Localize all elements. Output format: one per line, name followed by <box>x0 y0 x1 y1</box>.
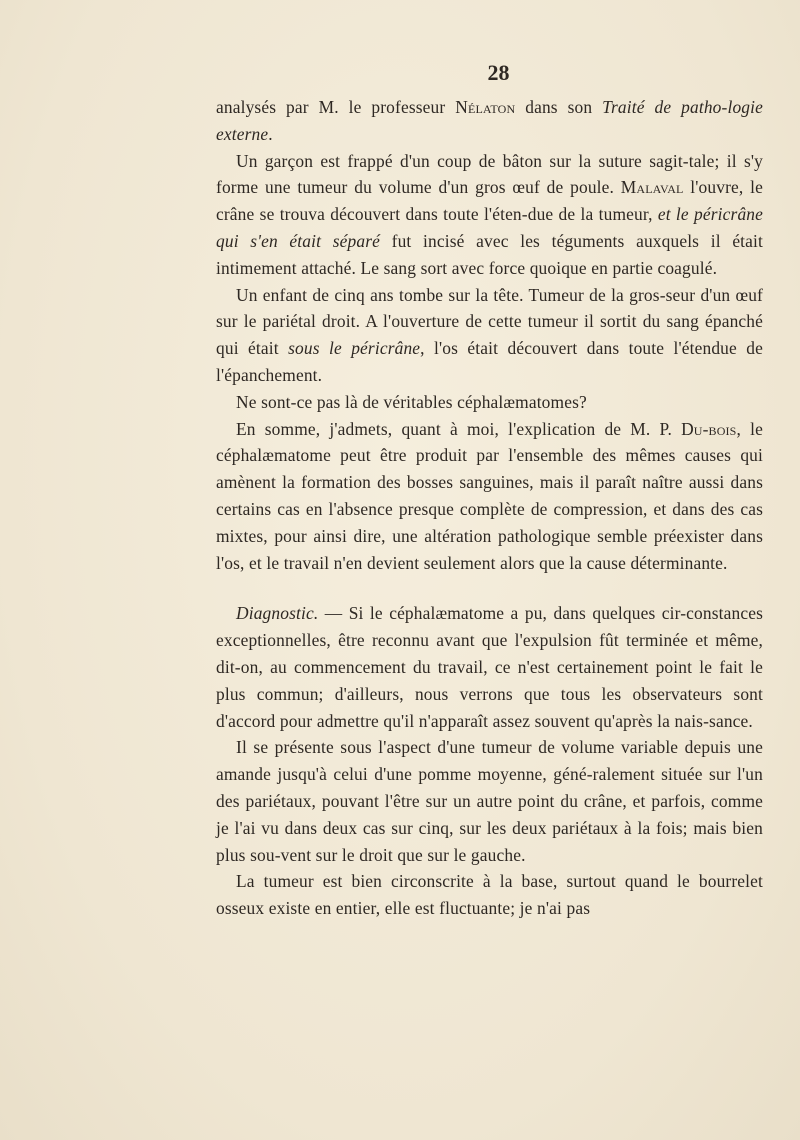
book-page <box>216 58 763 922</box>
section-heading: Diagnostic. <box>236 603 319 624</box>
paragraph-diagnostic: Diagnostic. — Si le céphalæmatome a pu, dans quelques cir-constances exceptionnelles, être reconnu avant que l'expulsion fût terminée et même, dit-on, au commencement du travail, ce n'est certainement point le fait le plus commun; d'ailleurs, nous verrons que tous les observateurs sont d'accord pour admettre qu'il n'apparaît assez souvent qu'après la nais-sance. <box>216 603 763 731</box>
paragraph-3: Un enfant de cinq ans tombe sur la tête. Tumeur de la gros-seur d'un œuf sur le pariétal droit. A l'ouverture de cette tumeur il sortit du sang épanché qui était sous le péricrâne, l'os était découvert dans toute l'étendue de l'épanchement. <box>216 284 763 385</box>
emphasis: sous le péricrâne <box>288 338 421 359</box>
paragraph-4: Ne sont-ce pas là de véritables céphalæmatomes? <box>236 391 587 412</box>
paragraph-8: La tumeur est bien circonscrite à la base, surtout quand le bourrelet osseux existe en entier, elle est fluctuante; je n'ai pas <box>216 871 763 919</box>
emphasis: et le péricrâne qui s'en était séparé <box>216 204 763 251</box>
page-number: 28 <box>487 60 510 85</box>
paragraph-7: Il se présente sous l'aspect d'une tumeur de volume variable depuis une amande jusqu'à celui d'une pomme moyenne, géné-ralement située sur l'un des pariétaux, pouvant l'être sur un autre point du crâne, et parfois, comme je l'ai vu dans deux cas sur cinq, sur les deux pariétaux à la fois; mais bien plus sou-vent sur le droit que sur le gauche. <box>216 737 763 865</box>
book-title: Traité de patho-logie externe <box>216 97 763 144</box>
paragraph-1: analysés par M. le professeur Nélaton dans son Traité de patho-logie externe. <box>216 97 763 144</box>
author-name: Malaval <box>620 177 684 198</box>
author-name: Du-bois <box>681 418 737 439</box>
paragraph-2: Un garçon est frappé d'un coup de bâton sur la suture sagit-tale; il s'y forme une tumeur du volume d'un gros œuf de poule. Malaval l'ouvre, le crâne se trouva découvert dans toute l'éten-due de la tumeur, et le péricrâne qui s'en était séparé fut incisé avec les téguments auxquels il était intimement attaché. Le sang sort avec force quoique en partie coagulé. <box>216 150 763 278</box>
author-name: Nélaton <box>455 97 516 117</box>
paragraph-5: En somme, j'admets, quant à moi, l'explication de M. P. Du-bois, le céphalæmatome peut être produit par l'ensemble des mêmes causes qui amènent la formation des bosses sanguines, mais il paraît naître aussi dans certains cas en l'absence presque complète de compression, et dans des cas mixtes, pour ainsi dire, une altération pathologique semble préexister dans l'os, et le travail n'en devient seulement alors que la cause déterminante. <box>216 418 763 573</box>
section-gap <box>216 576 763 600</box>
